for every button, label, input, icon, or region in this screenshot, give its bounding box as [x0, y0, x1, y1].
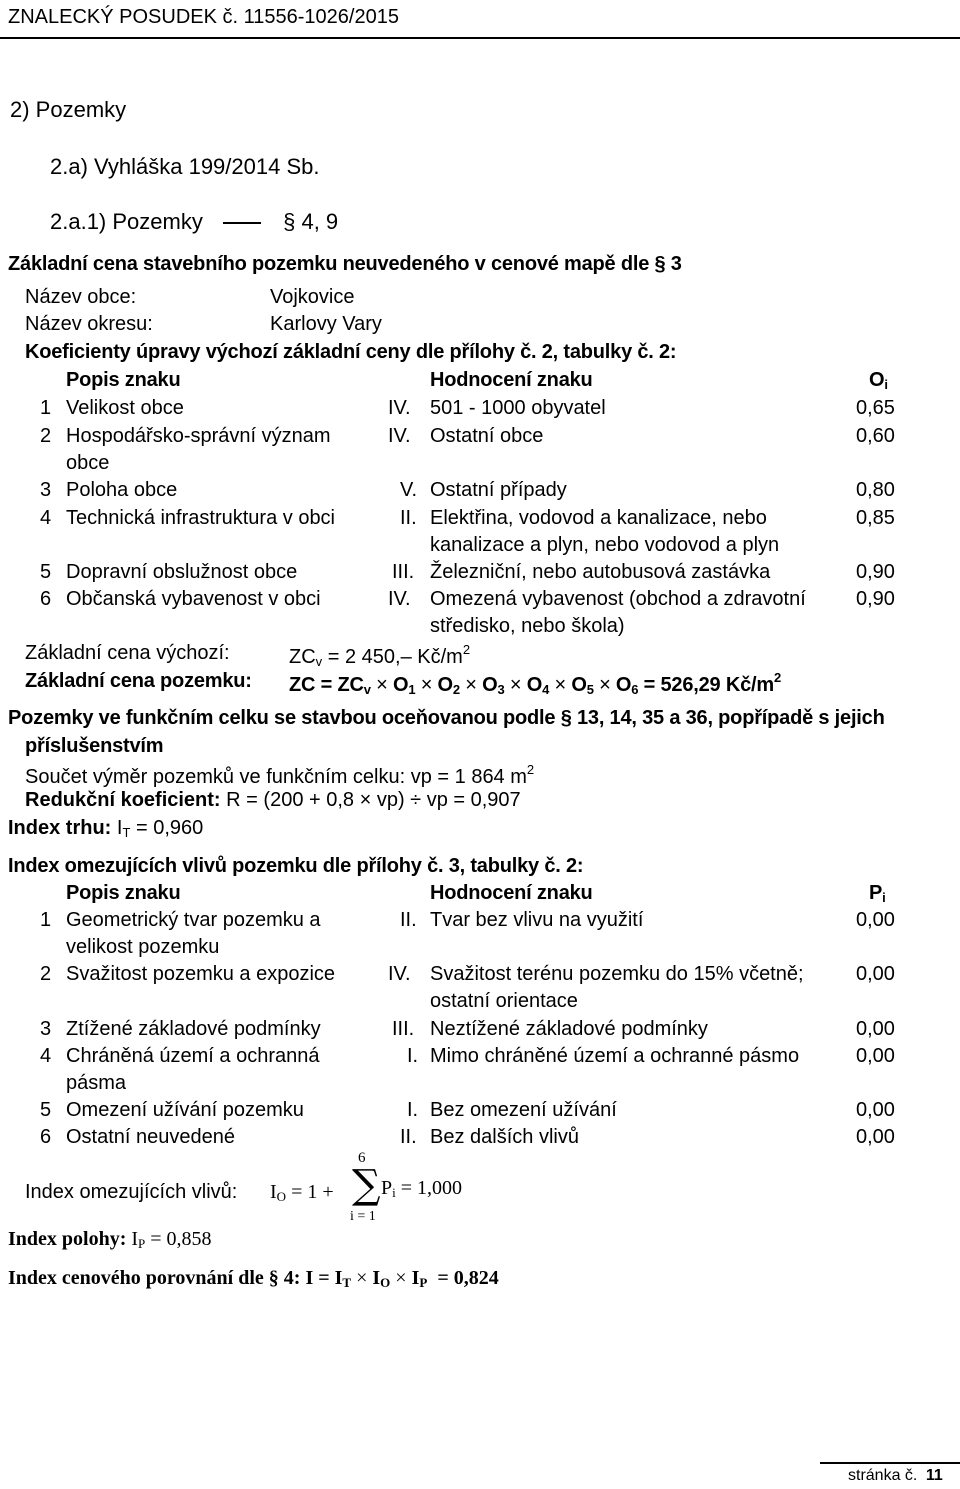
soucet-line — [25, 762, 534, 789]
row-value: 0,00 — [856, 1045, 895, 1067]
row-number: 1 — [40, 909, 52, 931]
page-number: 11 — [925, 1467, 943, 1484]
porovnani-formula: I = I — [305, 1267, 343, 1289]
porovnani-result: = 0,824 — [437, 1267, 499, 1289]
zc-formula — [289, 642, 470, 669]
row-value: 0,60 — [856, 425, 895, 447]
table2-header-hodnoceni: Hodnocení znaku — [430, 882, 593, 904]
row-popis: Omezení užívání pozemku — [66, 1099, 304, 1121]
row-popis: Geometrický tvar pozemku a — [66, 909, 321, 931]
row-grade: IV. — [388, 588, 411, 610]
okres-value: Karlovy Vary — [270, 313, 382, 335]
header-rule — [0, 37, 960, 39]
row-number: 6 — [40, 1126, 52, 1148]
row-hodnoceni: Tvar bez vlivu na využití — [430, 909, 644, 931]
row-hodnoceni: Omezená vybavenost (obchod a zdravotní — [430, 588, 806, 610]
row-hodnoceni: Bez omezení užívání — [430, 1099, 617, 1121]
porovnani-ref: 4: — [283, 1267, 301, 1289]
row-grade: IV. — [388, 963, 411, 985]
zc-label: Základní cena výchozí: — [25, 642, 230, 664]
subsection-heading: 2.a) Vyhláška 199/2014 Sb. — [50, 154, 320, 179]
o1-sub: 1 — [408, 682, 416, 697]
pozemky-heading-cont: příslušenstvím — [25, 735, 164, 757]
sum-eq: = 1 + — [286, 1181, 334, 1203]
row-grade: II. — [400, 507, 417, 529]
row-number: 3 — [40, 479, 52, 501]
row-hodnoceni: Ostatní případy — [430, 479, 567, 501]
zc2-sub-v: v — [363, 682, 371, 697]
table2-header-sub: i — [882, 890, 886, 905]
sum-upper-limit: 6 — [358, 1150, 366, 1166]
row-number: 6 — [40, 588, 52, 610]
sum-pi — [381, 1177, 462, 1201]
table1-header-o: O — [869, 369, 885, 391]
row-grade: II. — [400, 909, 417, 931]
sum-io-sub: O — [276, 1189, 287, 1204]
row-number: 2 — [40, 963, 52, 985]
section-heading: 2) Pozemky — [10, 97, 127, 122]
sum-lower-limit: i = 1 — [350, 1209, 376, 1224]
porovnani-line: Index cenového porovnání dle § 4: $I = I_T \times I_O \times I_P = 0,824$ — [8, 1267, 499, 1290]
redukcni-formula: R = (200 + 0,8 × vp) ÷ vp = 0,907 — [226, 789, 521, 811]
row-number: 4 — [40, 507, 52, 529]
omezujici-heading: Index omezujících vlivů pozemku dle přílohy č. 3, tabulky č. 2: — [8, 855, 584, 877]
o3-sub: 3 — [497, 682, 505, 697]
sum-result: = 1,000 — [400, 1177, 463, 1199]
row-popis: Dopravní obslužnost obce — [66, 561, 298, 583]
table1-header-sub: i — [884, 377, 888, 392]
row-value: 0,00 — [856, 963, 895, 985]
row-popis: Hospodářsko-správní význam — [66, 425, 331, 447]
base-price-heading-text: Základní cena stavebního pozemku neuvedeného v cenové mapě dle — [8, 253, 650, 275]
row-popis-cont: velikost pozemku — [66, 936, 220, 958]
document-header: ZNALECKÝ POSUDEK č. 11556-1026/2015 — [8, 6, 399, 28]
row-popis: Svažitost pozemku a expozice — [66, 963, 336, 985]
row-value: 0,00 — [856, 1099, 895, 1121]
poloha-label: Index polohy: — [8, 1228, 127, 1250]
soucet-sup: 2 — [526, 762, 535, 777]
row-popis: Ostatní neuvedené — [66, 1126, 236, 1148]
pozemky-heading-ref: 13, 14, 35 a 36, popřípadě s jejich — [577, 707, 885, 729]
row-number: 2 — [40, 425, 52, 447]
base-price-heading-ref: 3 — [670, 253, 682, 275]
porovnani-sub-p: P — [419, 1275, 428, 1290]
poloha-result: = 0,858 — [145, 1228, 212, 1250]
poloha-sub: P — [138, 1236, 146, 1251]
dash-rule — [223, 222, 261, 224]
okres-label: Název okresu: — [25, 313, 153, 335]
zc-sub: v — [315, 654, 323, 669]
porovnani-label: Index cenového porovnání dle — [8, 1267, 264, 1289]
row-value: 0,00 — [856, 909, 895, 931]
row-value: 0,80 — [856, 479, 895, 501]
row-value: 0,00 — [856, 1126, 895, 1148]
base-price-heading — [8, 253, 682, 276]
row-value: 0,90 — [856, 561, 895, 583]
row-grade: IV. — [388, 425, 411, 447]
row-hodnoceni: 501 - 1000 obyvatel — [430, 397, 606, 419]
zc-sup: 2 — [462, 642, 471, 657]
paragraph-ref: 4, 9 — [301, 209, 339, 234]
row-popis: Chráněná území a ochranná — [66, 1045, 320, 1067]
row-number: 5 — [40, 561, 52, 583]
row-popis-cont: obce — [66, 452, 110, 474]
row-value: 0,65 — [856, 397, 895, 419]
table2-header-p: P — [869, 882, 883, 904]
sum-label: Index omezujících vlivů: — [25, 1181, 238, 1203]
row-popis: Ztížené základové podmínky — [66, 1018, 321, 1040]
table2-header-pi — [869, 882, 886, 905]
page-label: stránka č. — [848, 1467, 918, 1484]
row-hodnoceni: Bez dalších vlivů — [430, 1126, 579, 1148]
row-grade: I. — [407, 1099, 419, 1121]
pozemky-heading-text: Pozemky ve funkčním celku se stavbou oceňovanou podle — [8, 707, 556, 729]
row-popis: Technická infrastruktura v obci — [66, 507, 336, 529]
sum-pi-sub: i — [392, 1185, 396, 1200]
paragraph-sign-icon: § — [283, 209, 296, 234]
table-row — [40, 397, 51, 420]
page-footer — [848, 1467, 943, 1485]
row-grade: II. — [400, 1126, 417, 1148]
subsubsection-heading — [50, 209, 338, 235]
row-value: 0,85 — [856, 507, 895, 529]
row-popis: Poloha obce — [66, 479, 178, 501]
row-grade: III. — [392, 561, 415, 583]
row-hodnoceni: Neztížené základové podmínky — [430, 1018, 708, 1040]
row-value: 0,90 — [856, 588, 895, 610]
summation-icon: ∑ — [352, 1162, 381, 1208]
row-hodnoceni-cont: ostatní orientace — [430, 990, 578, 1012]
zc2-formula: ZC = $ZC_v \times O_1 \times O_2 \times O_3 \times O_4 \times O_5 \times O_6 = 526,29$ $Kč/m^2$ — [289, 670, 781, 697]
index-trhu-symbol: I — [116, 817, 123, 839]
obec-label: Název obce: — [25, 286, 137, 308]
soucet-value-text: vp = 1 864 m — [410, 766, 527, 788]
zc-symbol: ZC — [289, 646, 316, 668]
porovnani-sub-o: O — [380, 1275, 391, 1290]
soucet-label: Součet výměr pozemků ve funkčním celku: — [25, 766, 406, 788]
table1-header-popis: Popis znaku — [66, 369, 181, 391]
row-value: 0,00 — [856, 1018, 895, 1040]
porovnani-sub-t: T — [342, 1275, 352, 1290]
row-number: 3 — [40, 1018, 52, 1040]
paragraph-sign-icon: § — [268, 1267, 279, 1289]
row-popis: Velikost obce — [66, 397, 184, 419]
zc2-result: = 526,29 Kč/m — [643, 674, 774, 696]
row-hodnoceni: Svažitost terénu pozemku do 15% včetně; — [430, 963, 804, 985]
row-popis-cont: pásma — [66, 1072, 127, 1094]
row-hodnoceni: Ostatní obce — [430, 425, 544, 447]
poloha-symbol: I — [131, 1228, 139, 1250]
sum-io — [270, 1181, 334, 1205]
row-hodnoceni-cont: kanalizace a plyn, nebo vodovod a plyn — [430, 534, 780, 556]
row-hodnoceni: Elektřina, vodovod a kanalizace, nebo — [430, 507, 767, 529]
row-number: 5 — [40, 1099, 52, 1121]
index-trhu-label: Index trhu: — [8, 817, 112, 839]
table2-header-popis: Popis znaku — [66, 882, 181, 904]
row-number: 4 — [40, 1045, 52, 1067]
redukcni-line — [25, 789, 521, 812]
o6-sub: 6 — [631, 682, 639, 697]
footer-rule — [820, 1462, 960, 1464]
table1-header-oi — [869, 369, 888, 392]
o4-sub: 4 — [542, 682, 550, 697]
row-grade: I. — [407, 1045, 419, 1067]
index-trhu-result: = 0,960 — [130, 817, 204, 839]
o5-sub: 5 — [586, 682, 594, 697]
row-grade: III. — [392, 1018, 415, 1040]
row-grade: IV. — [388, 397, 411, 419]
row-hodnoceni: Železniční, nebo autobusová zastávka — [430, 561, 771, 583]
row-grade: V. — [400, 479, 418, 501]
row-number: 1 — [40, 397, 52, 419]
paragraph-sign-icon: § — [560, 707, 572, 729]
redukcni-label: Redukční koeficient: — [25, 789, 221, 811]
zc2-sup: 2 — [773, 670, 781, 685]
pozemky-heading — [8, 707, 885, 730]
subsubsection-title: 2.a.1) Pozemky — [50, 209, 203, 234]
poloha-line — [8, 1228, 212, 1252]
zc2-pre: ZC = ZC — [289, 674, 364, 696]
row-popis: Občanská vybavenost v obci — [66, 588, 321, 610]
obec-value: Vojkovice — [270, 286, 355, 308]
table1-header-hodnoceni: Hodnocení znaku — [430, 369, 593, 391]
sum-pi-symbol: P — [381, 1177, 393, 1199]
sum-io-symbol: I — [270, 1181, 277, 1203]
coef-heading: Koeficienty úpravy výchozí základní ceny dle přílohy č. 2, tabulky č. 2: — [25, 341, 677, 363]
row-hodnoceni-cont: středisko, nebo škola) — [430, 615, 625, 637]
index-trhu-line — [8, 817, 203, 840]
soucet-value — [410, 762, 535, 788]
zc2-label: Základní cena pozemku: — [25, 670, 252, 692]
zc-value: = 2 450,– Kč/m — [322, 646, 463, 668]
o2-sub: 2 — [452, 682, 460, 697]
index-trhu-sub: T — [122, 825, 131, 840]
paragraph-sign-icon: § — [654, 253, 666, 275]
row-hodnoceni: Mimo chráněné území a ochranné pásmo — [430, 1045, 800, 1067]
